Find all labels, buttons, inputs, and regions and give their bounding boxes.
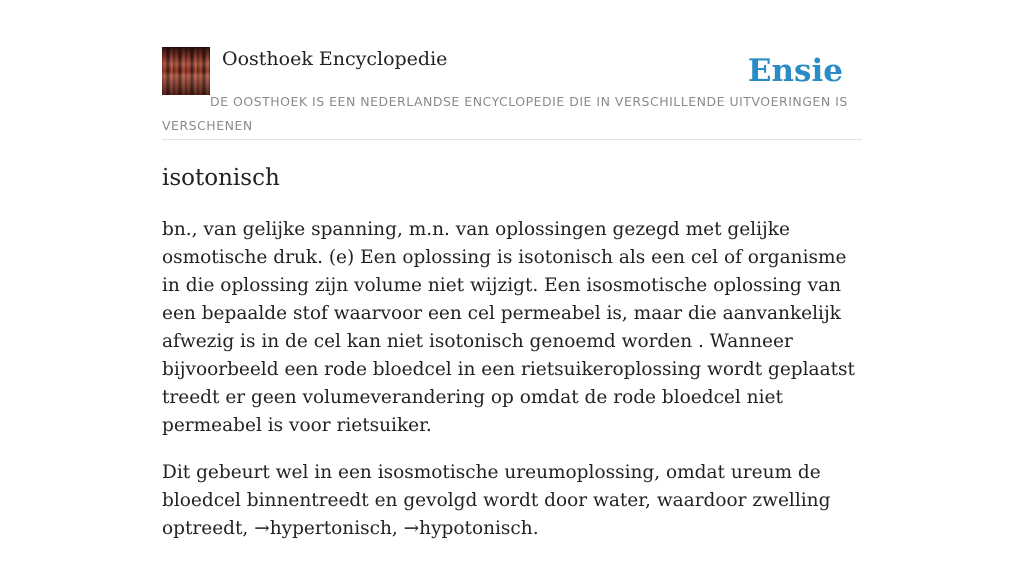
ensie-logo-link[interactable]: Ensie bbox=[747, 53, 843, 89]
article-body bbox=[162, 216, 866, 562]
article-paragraph bbox=[162, 459, 866, 543]
site-avatar[interactable] bbox=[162, 47, 210, 95]
xref-separator: , bbox=[391, 518, 404, 539]
xref-hypertonisch-link[interactable]: →hypertonisch bbox=[254, 518, 392, 539]
site-tagline: DE OOSTHOEK IS EEN NEDERLANDSE ENCYCLOPEDIE DIE IN VERSCHILLENDE UITVOERINGEN IS VERSCHENEN bbox=[162, 94, 848, 133]
site-header bbox=[162, 46, 862, 140]
paragraph-text: Dit gebeurt wel in een isosmotische ureumoplossing, omdat ureum de bloedcel binnentreedt en gevolgd wordt door water, waardoor zwelling optreedt, bbox=[162, 462, 831, 539]
xref-hypotonisch-link[interactable]: →hypotonisch bbox=[403, 518, 533, 539]
site-name-link[interactable]: Oosthoek Encyclopedie bbox=[222, 48, 448, 70]
article-title: isotonisch bbox=[162, 165, 280, 191]
paragraph-end: . bbox=[532, 518, 539, 539]
article-paragraph: bn., van gelijke spanning, m.n. van oplossingen gezegd met gelijke osmotische druk. (e) Een oplossing is isotonisch als een cel of organisme in die oplossing zijn volume niet wijzigt. Een isosmotische oplossing van een bepaalde stof waarvoor een cel permeabel is, maar die aanvankelijk afwezig is in de cel kan niet isotonisch genoemd worden . Wanneer bijvoorbeeld een rode bloedcel in een rietsuikeroplossing wordt geplaatst treedt er geen volumeverandering op omdat de rode bloedcel niet permeabel is voor rietsuiker. bbox=[162, 219, 855, 436]
